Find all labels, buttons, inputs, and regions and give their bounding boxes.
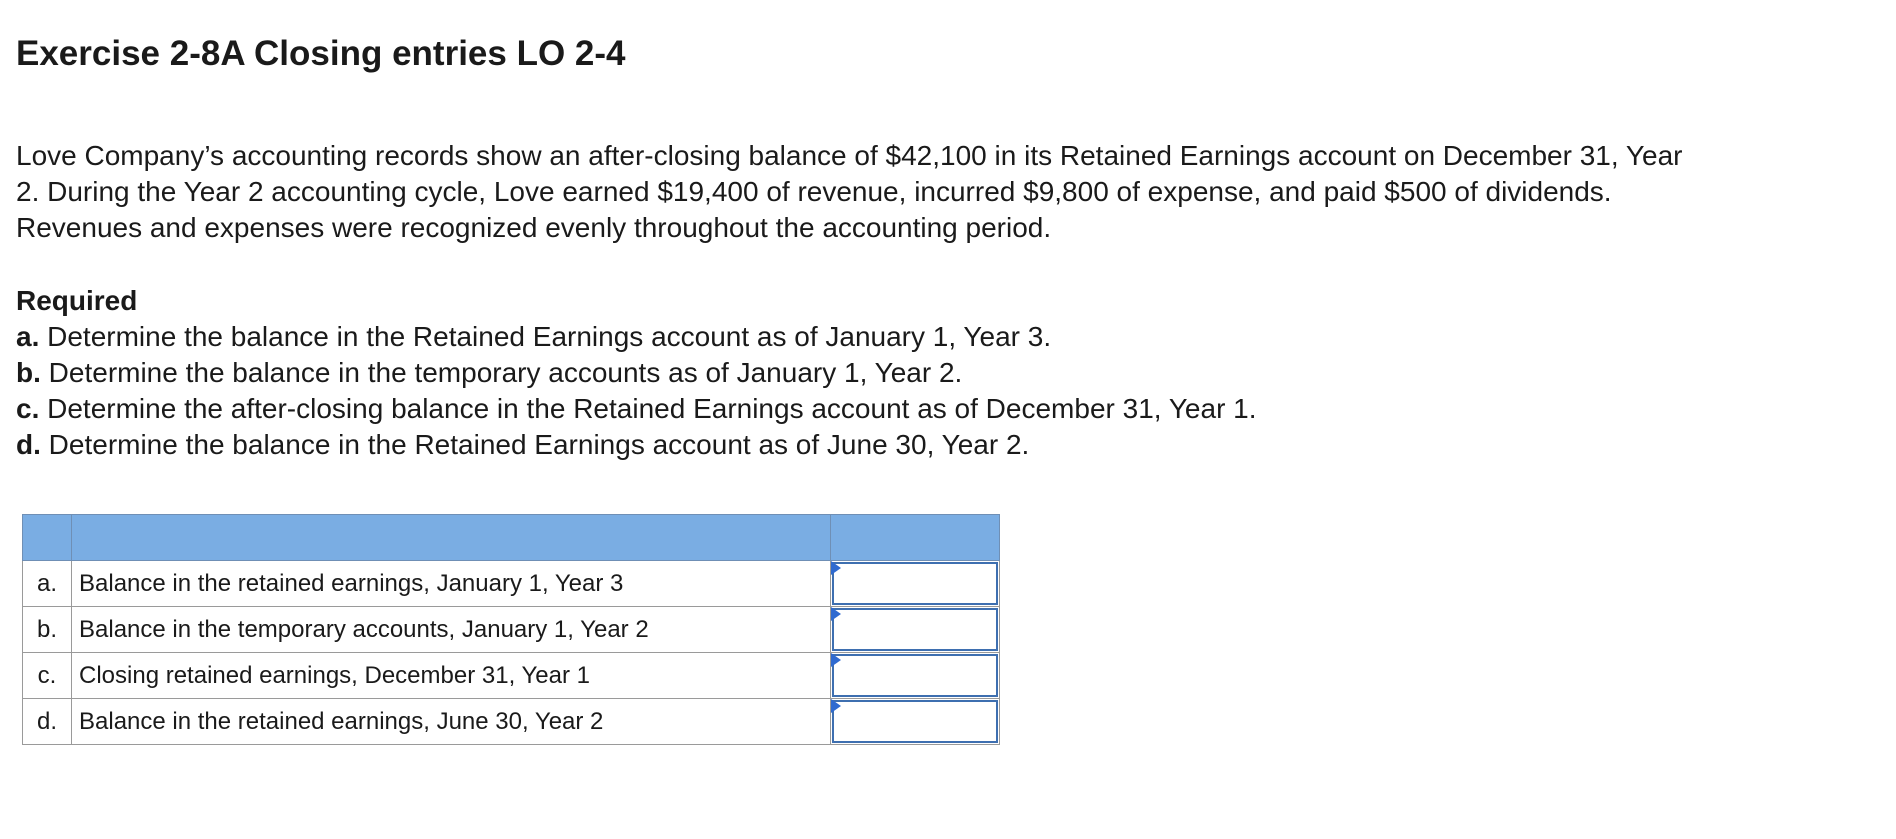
required-item-letter: a. [16, 321, 40, 352]
required-item-text: Determine the balance in the Retained Earnings account as of June 30, Year 2. [40, 429, 1030, 460]
row-letter: d. [23, 699, 72, 745]
required-item-b [16, 355, 1257, 391]
row-description: Closing retained earnings, December 31, Year 1 [72, 653, 831, 699]
answer-input-box [832, 562, 998, 605]
required-item-d [16, 427, 1257, 463]
required-item-letter: b. [16, 357, 41, 388]
header-description-cell [72, 515, 831, 561]
table-row [23, 653, 1000, 699]
problem-statement-line: Love Company’s accounting records show an after-closing balance of $42,100 in its Retained Earnings account on December 31, Year [16, 140, 1683, 171]
answer-input-c[interactable] [834, 656, 996, 695]
required-item-letter: c. [16, 393, 40, 424]
row-letter: b. [23, 607, 72, 653]
answer-input-a[interactable] [834, 564, 996, 603]
required-item-text: Determine the after-closing balance in the Retained Earnings account as of December 31, Year 1. [39, 393, 1257, 424]
answer-cell [831, 561, 1000, 607]
flag-icon [831, 561, 841, 575]
answer-cell [831, 653, 1000, 699]
row-description: Balance in the retained earnings, June 30, Year 2 [72, 699, 831, 745]
row-letter: c. [23, 653, 72, 699]
required-item-c [16, 391, 1257, 427]
answer-input-box [832, 654, 998, 697]
row-description: Balance in the temporary accounts, January 1, Year 2 [72, 607, 831, 653]
answer-table-header [23, 515, 1000, 561]
table-row [23, 607, 1000, 653]
table-row [23, 561, 1000, 607]
row-description: Balance in the retained earnings, January 1, Year 3 [72, 561, 831, 607]
required-item-a [16, 319, 1257, 355]
flag-icon [831, 699, 841, 713]
answer-input-box [832, 700, 998, 743]
required-heading: Required [16, 285, 138, 316]
required-item-letter: d. [16, 429, 41, 460]
page-title: Exercise 2-8A Closing entries LO 2-4 [16, 34, 626, 73]
problem-statement-line: Revenues and expenses were recognized evenly throughout the accounting period. [16, 212, 1052, 243]
flag-icon [831, 607, 841, 621]
answer-input-b[interactable] [834, 610, 996, 649]
table-row [23, 699, 1000, 745]
header-letter-cell [23, 515, 72, 561]
problem-statement [16, 138, 1886, 246]
answer-cell [831, 699, 1000, 745]
answer-table [22, 514, 1000, 745]
header-amount-cell [831, 515, 1000, 561]
problem-statement-line: 2. During the Year 2 accounting cycle, Love earned $19,400 of revenue, incurred $9,800 of expense, and paid $500 of dividends. [16, 176, 1612, 207]
required-section [16, 283, 1257, 463]
row-letter: a. [23, 561, 72, 607]
answer-cell [831, 607, 1000, 653]
required-item-text: Determine the balance in the temporary accounts as of January 1, Year 2. [40, 357, 963, 388]
answer-input-box [832, 608, 998, 651]
answer-input-d[interactable] [834, 702, 996, 741]
required-item-text: Determine the balance in the Retained Earnings account as of January 1, Year 3. [39, 321, 1052, 352]
flag-icon [831, 653, 841, 667]
